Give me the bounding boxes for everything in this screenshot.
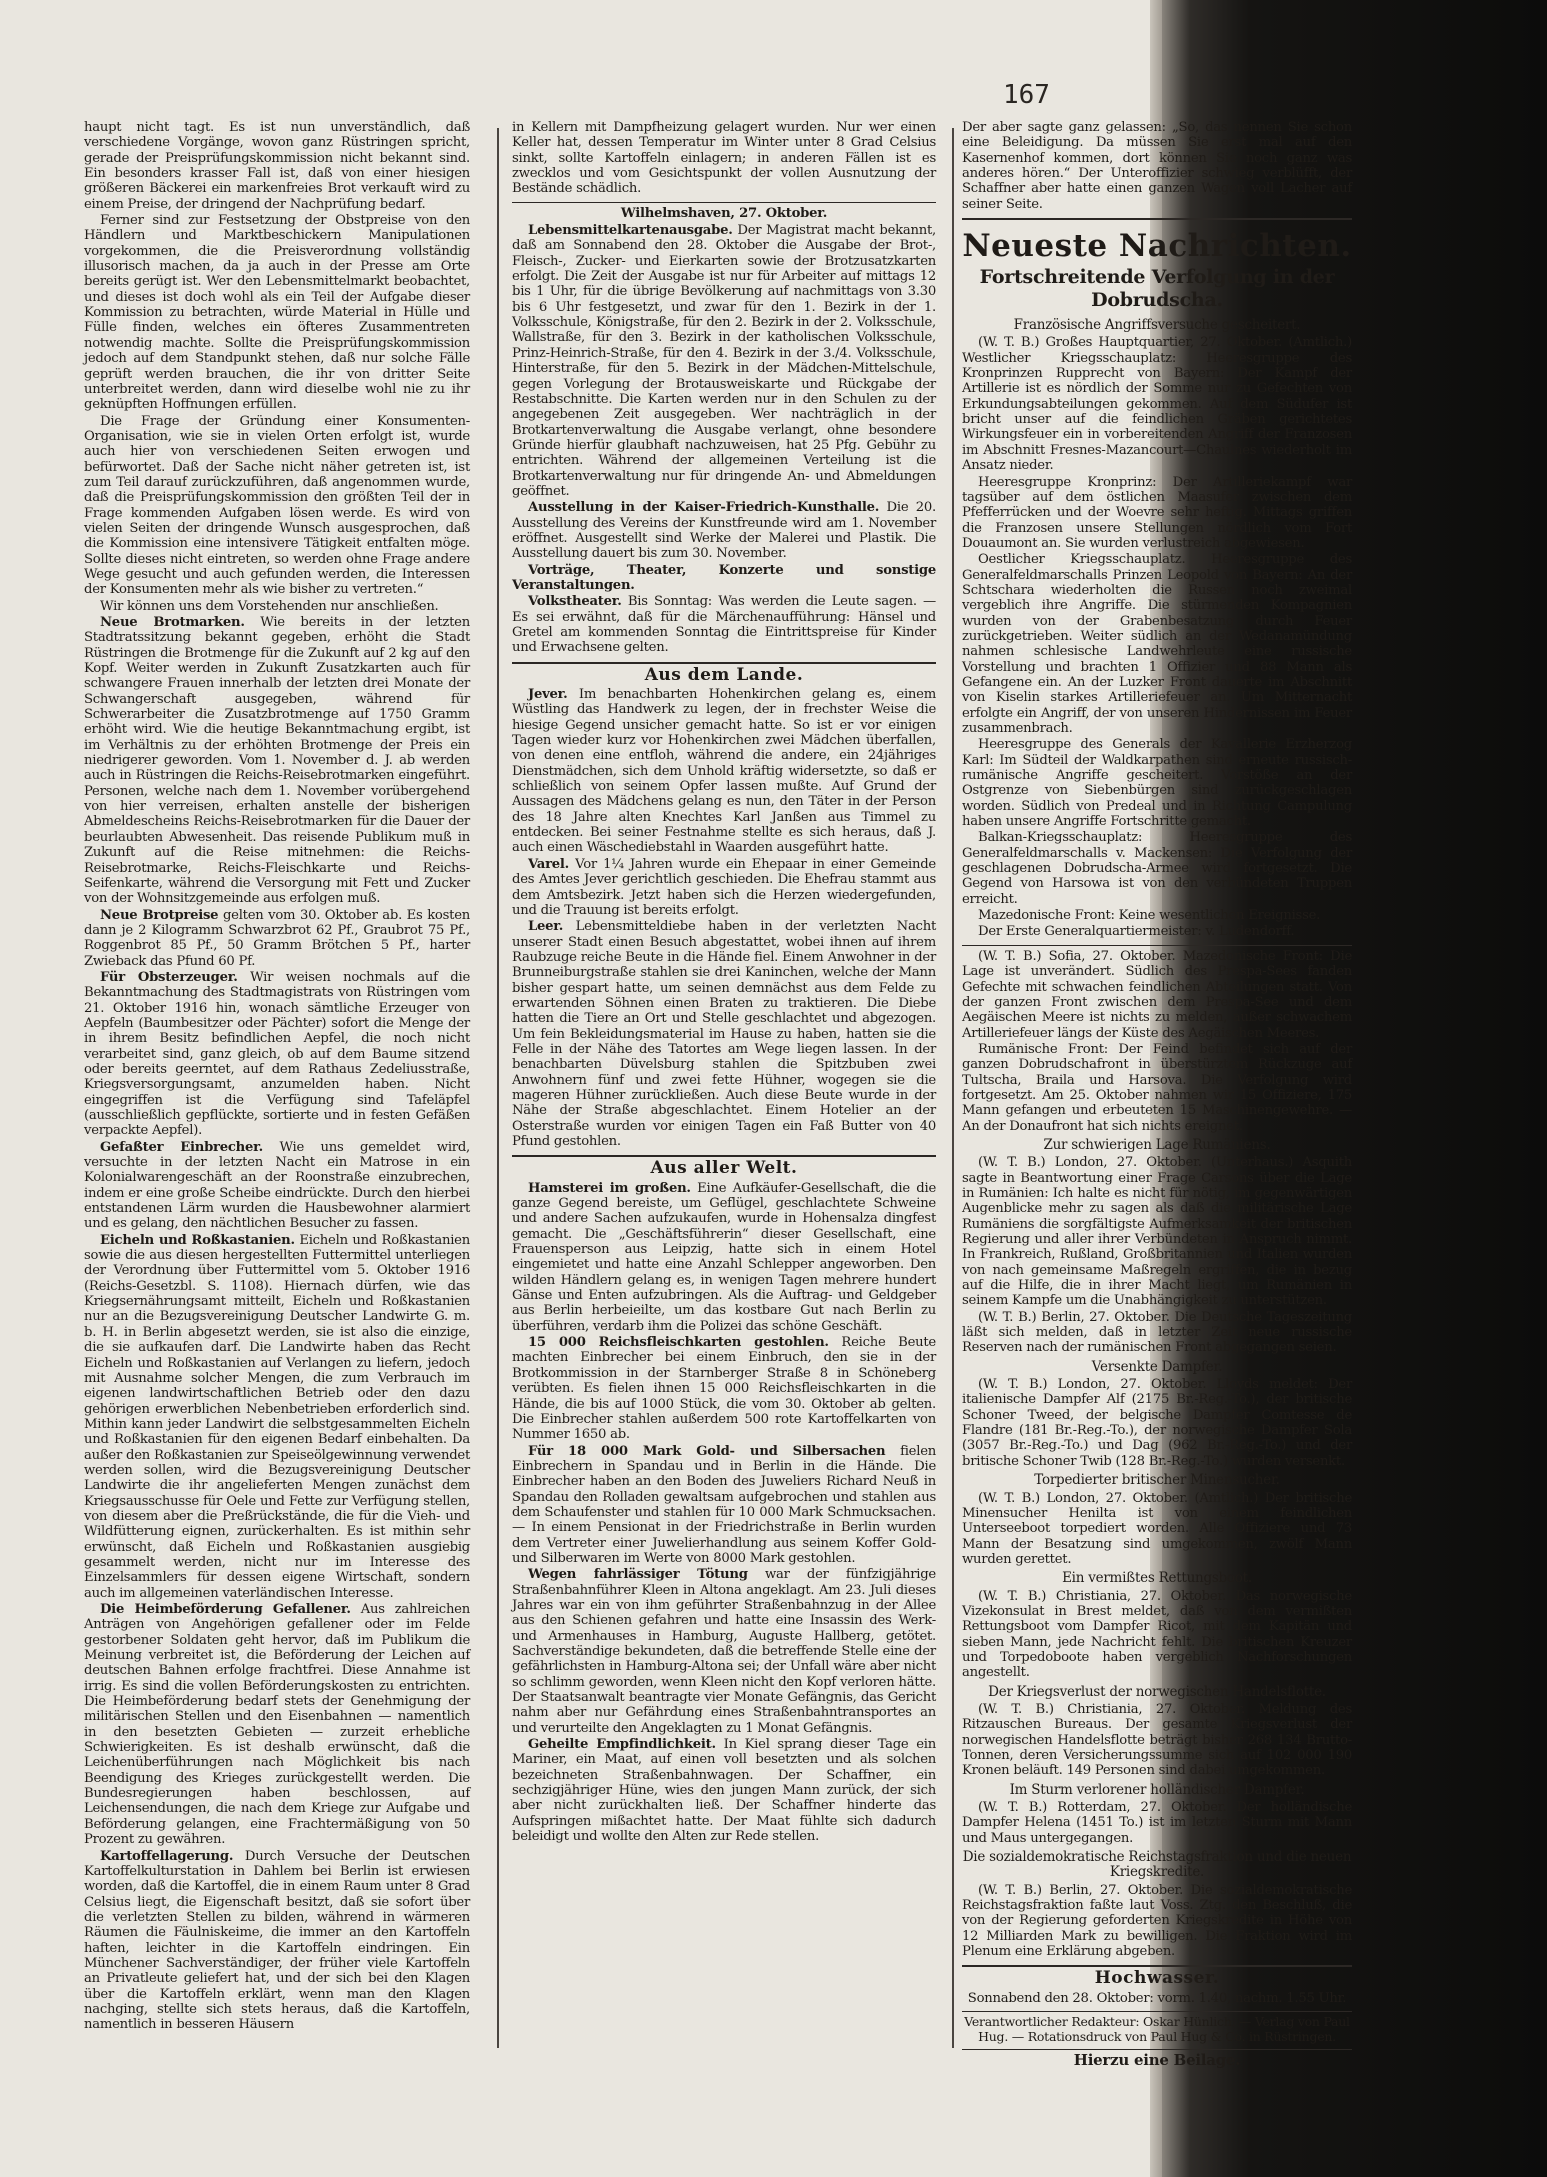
article-paragraph <box>512 563 936 594</box>
article-keyword: Die Heimbeförderung Gefallener. <box>100 1602 351 1617</box>
tide-heading: Hochwasser. <box>1094 1968 1220 1989</box>
article-keyword: Leer. <box>528 919 564 935</box>
page-number: 167 <box>1003 80 1050 110</box>
separator-rule <box>512 1155 936 1157</box>
article-paragraph <box>962 830 1352 907</box>
article-keyword: Varel. <box>528 856 570 872</box>
article-text: Eicheln und Roßkastanien sowie die aus diesen hergestellten Futtermittel unterliegen der Verordnung über Futtermittel vom 5. Oktober 1916 (Reichs-Gesetzbl. S. 1108). Hiernach dürfen, wie das Kriegsernährungsamt mitteilt, Eicheln und Roßkastanien nur an die Bezugsvereinigung Deutscher Landwirte G. m. b. H. in Berlin abgesetzt werden, sie ist also die einzige, die sie aufkaufen darf. Die Landwirte haben das Recht Eicheln und Roßkastanien auf Verlangen zu liefern, jedoch mit Ausnahme solcher Mengen, die zum Verbrauch im eigenen landwirtschaftlichen Betrieb oder den dazu gehörigen erwerblichen Nebenbetrieben erforderlich sind. Mithin kann jeder Landwirt die selbstgesammelten Eicheln und Roßkastanien für den eigenen Bedarf einbehalten. Da außer den Roßkastanien zur Speiseölgewinnung verwendet werden sollen, wird die Bezugsvereinigung Deutscher Landwirte die ihr angelieferten Mengen zunächst dem Kriegsausschusse für Oele und Fette zur Verfügung stellen, von diesem aber die Preßrückstände, die für die Vieh- und Wildfütterung eignen, zurückerhalten. Es ist mithin sehr erwünscht, daß Eicheln und Roßkastanien ausgiebig gesammelt werden, nicht nur im Interesse des Einzelsammlers für dessen eigene Wirtschaft, sondern auch im allgemeinen vaterländischen Interesse. <box>84 1232 470 1601</box>
article-keyword: 15 000 Reichsfleischkarten gestohlen. <box>528 1335 829 1351</box>
article-paragraph <box>84 213 470 412</box>
article-keyword: Ausstellung in der Kaiser-Friedrich-Kunsthalle. <box>528 500 880 516</box>
article-paragraph <box>84 970 470 1139</box>
article-text: In Kiel sprang dieser Tage ein Mariner, ein Maat, auf einen voll besetzten und als solchen bezeichneten Straßenbahnwagen. Der Schaffner, ein sechzigjähriger Hüne, wies den jungen Mann zurück, der sich aber nicht zurückhalten ließ. Der Schaffner hinderte das Aufspringen mißachtet hatte. Der Maat fühlte sich dadurch beleidigt und wollte den Alten zur Rede stellen. <box>512 1737 936 1845</box>
article-paragraph <box>84 1849 470 2033</box>
article-keyword: Kartoffellagerung. <box>100 1848 234 1864</box>
article-subheading: Versenkte Dampfer. <box>1091 1358 1223 1375</box>
article-text: Wie bereits in der letzten Stadtratssitzung bekannt gegeben, erhöht die Stadt Rüstringen die Brotmenge für die Zukunft auf 2 kg auf den Kopf. Weiter werden in Zukunft Zusatzkarten auch für schwangere Frauen innerhalb der letzten drei Monate der Schwangerschaft ausgegeben, während für Schwerarbeiter die Zusatzbrotmenge auf 1750 Gramm erhöht wird. Wie die heutige Bekanntmachung ergibt, ist im Verhältnis zu der erhöhten Brotmenge der Preis ein niedrigerer geworden. Vom 1. November d. J. ab werden auch in Rüstringen die Reichs-Reisebrotmarken eingeführt. Personen, welche nach dem 1. November vorübergehend von hier verreisen, erhalten anstelle der bisherigen Abmeldescheins Reichs-Reisebrotmarken für die Dauer der beurlaubten Abwesenheit. Das reisende Publikum muß in Zukunft auf die Reise mitnehmen: die Reichs-Reisebrotmarke, Reichs-Fleischkarte und Reichs-Seifenkarte, während die Versorgung mit Fett und Zucker von der Wohnsitzgemeinde aus erfolgen muß. <box>84 615 470 907</box>
article-paragraph <box>962 1883 1352 1960</box>
article-text: Die Frage der Gründung einer Konsumenten-Organisation, wie sie in vielen Orten erfolgt ist, wurde auch hier von verschiedenen Seiten erwogen und befürwortet. Daß der Sache nicht näher getreten ist, ist zum Teil darauf zurückzuführen, daß angenommen wurde, daß die Preisprüfungskommission den größten Teil der in Frage kommenden Aufgaben lösen werde. Es wird von vielen Seiten der dringende Wunsch ausgesprochen, daß die Kommission eine intensivere Tätigkeit entfalten möge. Sollte dieses nicht eintreten, so werden ohne Frage andere Wege gesucht und auch gefunden werden, die Interessen der Konsumenten mehr als wie bisher zu vertreten.“ <box>84 413 470 598</box>
article-text: (W. T. B.) Berlin, 27. Oktober. Die sozialdemokratische Reichstagsfraktion faßte laut Voss. Ztg. den Beschluß, die von der Regierung geforderten Kriegskredite in Höhe von 12 Milliarden Mark zu bewilligen. Die Fraktion wird im Plenum eine Erklärung abgeben. <box>962 1882 1352 1960</box>
article-text: Rumänische Front: Der Feind befindet sich auf der ganzen Dobrudschafront in überstürztem Rückzuge auf Tultscha, Braila und Harsova. Die Verfolgung wird fortgesetzt. Am 25. Oktober nahmen wir 15 Offiziere, 175 Mann gefangen und erbeuteten 15 Maschinengewehre. — An der Donaufront hat sich nichts ereignet. <box>962 1041 1352 1134</box>
article-paragraph <box>84 1602 470 1848</box>
tide-times: Sonnabend den 28. Oktober: vorm. 1.40, nachm. 1.55 Uhr. <box>967 1990 1347 2006</box>
article-keyword: Eicheln und Roßkastanien. <box>100 1232 295 1248</box>
article-paragraph <box>962 1377 1352 1469</box>
article-subheading: Französische Angriffsversuche gescheitert. <box>1013 317 1301 334</box>
article-text: (W. T. B.) London, 27. Oktober. (Amtlich.) Der britische Minensucher Henilta ist von einem feindlichen Unterseeboot torpediert worden. Alle Offiziere und 73 Mann der Besatzung sind umgekommen, zwölf Mann wurden gerettet. <box>962 1490 1352 1567</box>
article-paragraph <box>512 857 936 918</box>
article-paragraph <box>962 552 1352 736</box>
article-text: Ferner sind zur Festsetzung der Obstpreise von den Händlern und Marktbeschickern Manipulationen vorgekommen, die die Preisverordnung vollständig illusorisch machen, da ja auch in der Presse am Orte bereits gerügt ist. Wer den Lebensmittelmarkt beobachtet, und dieses ist doch wohl als ein Teil der Aufgabe dieser Kommission zu betrachten, würde Material in Hülle und Fülle finden, welches ein öfteres Zusammentreten notwendig machte. Sollte die Preisprüfungskommission jedoch auf dem Standpunkt stehen, daß nur solche Fälle geprüft werden brauchen, die ihr von dritter Seite unterbreitet werden, dann wird dieselbe wohl nie zu ihr geknüpften Hoffnungen erfüllen. <box>84 213 470 413</box>
article-text: Im benachbarten Hohenkirchen gelang es, einem Wüstling das Handwerk zu legen, der in frechster Weise die hiesige Gegend unsicher gemacht hatte. So ist er vor einigen Tagen wieder kurz vor Hohenkirchen zwei Mädchen überfallen, von denen eine entfloh, während die andere, ein 24jähriges Dienstmädchen, sich dem Unhold kräftig widersetzte, so daß er schließlich von seinem Opfer lassen mußte. Auf Grund der Aussagen des Mädchens gelang es nun, den Täter in der Person des 18 Jahre alten Knechtes Karl Janßen aus Timmel zu entdecken. Bei seiner Festnahme stellte es sich heraus, daß J. auch einen Wäschediebstahl in Waarden ausgeführt hatte. <box>512 687 936 856</box>
article-text: war der fünfzigjährige Straßenbahnführer Kleen in Altona angeklagt. Am 23. Juli dieses Jahres war ein von ihm geführter Straßenbahnzug in der Allee aus den Schienen gefahren und hatte eine Insassin des Werk- und Armenhauses in Hamburg, Auguste Hallberg, getötet. Sachverständige bekundeten, daß die betreffende Stelle eine der gefährlichsten in Hamburg-Altona sei; der Unfall wäre aber nicht so schlimm geworden, wenn Kleen nicht den Kopf verloren hätte. Der Staatsanwalt beantragte vier Monate Gefängnis, das Gericht nahm aber nur Gefährdung eines Straßenbahntransportes an und verurteilte den Angeklagten zu 1 Monat Gefängnis. <box>512 1567 936 1736</box>
column-3 <box>962 120 1352 2069</box>
imprint: Verantwortlicher Redakteur: Oskar Hünlich. — Verlag von Paul Hug. — Rotationsdruck von Paul Hug & Co. in Rüstringen. <box>964 2014 1350 2044</box>
article-text: Aus zahlreichen Anträgen von Angehörigen gefallener oder im Felde gestorbener Soldaten geht hervor, daß im Publikum die Meinung verbreitet ist, die Beförderung der Leichen auf deutschen Bahnen erfolge frachtfrei. Diese Annahme ist irrig. Es sind die vollen Beförderungskosten zu entrichten. Die Heimbeförderung bedarf stets der Genehmigung der militärischen Stellen und den Eisenbahnen — namentlich in den besetzten Gebieten — zurzeit erhebliche Schwierigkeiten. Es ist deshalb erwünscht, daß die Leichenüberführungen nach Möglichkeit bis nach Beendigung des Krieges zurückgestellt werden. Die Bundesregierungen haben beschlossen, auf Leichensendungen, die nach dem Kriege zur Aufgabe und Beförderung gelangen, eine Frachtermäßigung von 50 Prozent zu gewähren. <box>84 1602 470 1848</box>
section-heading: Aus dem Lande. <box>644 664 804 685</box>
article-text: in Kellern mit Dampfheizung gelagert wurden. Nur wer einen Keller hat, dessen Temperatur im Winter unter 8 Grad Celsius sinkt, sollte Kartoffeln einlagern; in anderen Fällen ist es zwecklos und vom Gesichtspunkt der vollen Ausnutzung der Bestände schädlich. <box>512 120 936 197</box>
separator-rule <box>962 2011 1352 2012</box>
article-text: Vor 1¼ Jahren wurde ein Ehepaar in einer Gemeinde des Amtes Jever gerichtlich geschieden. Die Ehefrau stammt aus dem Amtsbezirk. Jetzt haben sich die Herzen wiedergefunden, und die Trauung ist bereits erfolgt. <box>512 856 936 918</box>
article-subheading: Ein vermißtes Rettungsboot. <box>1062 1570 1252 1587</box>
article-keyword: Volkstheater. <box>528 594 622 610</box>
separator-rule <box>962 1965 1352 1967</box>
article-paragraph <box>512 1444 936 1567</box>
article-keyword: Lebensmittelkartenausgabe. <box>528 223 733 239</box>
article-paragraph <box>962 335 1352 473</box>
article-text: Heeresgruppe Kronprinz: Der Artilleriekampf war tagsüber auf dem östlichen Maasufer zwischen dem Pfefferrücken und der Woevre sehr heftig. Mittags griffen die Franzosen unsere Stellungen nördlich vom Fort Douaumont an. Sie wurden verlustreich abgewiesen. <box>962 474 1352 551</box>
article-paragraph <box>512 1181 936 1334</box>
article-text: Lebensmitteldiebe haben in der verletzten Nacht unserer Stadt einen Besuch abgestattet, wobei ihnen auf ihrem Raubzuge reiche Beute in die Hände fiel. Einem Anwohner in der Brunneiburgstraße stahlen sie drei Kaninchen, welche der Mann bisher gespart hatte, um seinen demnächst aus dem Felde zu erwartenden Söhnen einen Braten zu traktieren. Die Diebe hatten die Tiere an Ort und Stelle geschlachtet und abgezogen. Um fein Bekleidungsmaterial im Hause zu haben, hatten sie die Felle in der Nähe des Tatortes am Wege liegen lassen. In der benachbarten Düvelsburg stahlen die Spitzbuben zwei Anwohnern fünf und zwei fette Hühner, wogegen sie die mageren Hühner zurückließen. Auch diese Beute wurde in der Nähe der Straße abgeschlachtet. Einem Hotelier an der Osterstraße wurden vor einigen Tagen ein Faß Butter von 40 Pfund gestohlen. <box>512 919 936 1149</box>
article-keyword: Gefaßter Einbrecher. <box>100 1139 263 1155</box>
article-text: Durch Versuche der Deutschen Kartoffelkulturstation in Dahlem bei Berlin ist erwiesen worden, daß die Kartoffel, die in einem Raum unter 8 Grad Celsius liegt, die Eigenschaft besitzt, daß sie sofort über die verletzten Stellen zu bilden, während in wärmeren Räumen die Fäulniskeime, die immer an den Kartoffeln haften, leichter in die Kartoffeln eindringen. Ein Münchener Sachverständiger, der früher viele Kartoffeln an Privatleute geliefert hat, und der sich bei den Klagen über die Kartoffeln erklärt, wenn man den Klagen nachging, stellte sich stets heraus, daß die Kartoffeln, namentlich in besseren Häusern <box>84 1848 470 2033</box>
separator-rule <box>512 202 936 203</box>
article-text: gelten vom 30. Oktober ab. Es kosten dann je 2 Kilogramm Schwarzbrot 62 Pf., Graubrot 75 Pf., Roggenbrot 85 Pf., 50 Gramm Brötchen 5 Pf., harter Zwieback das Pfund 60 Pf. <box>84 907 470 969</box>
article-text: Wir können uns dem Vorstehenden nur anschließen. <box>100 598 439 614</box>
separator-rule <box>962 945 1352 946</box>
article-text: Bis Sonntag: Was werden die Leute sagen. — Es sei erwähnt, daß für die Märchenaufführung: Hänsel und Gretel am kommenden Sonntag die Eintrittspreise für Kinder und Erwachsene gelten. <box>512 594 936 656</box>
article-text: Wie uns gemeldet wird, versuchte in der letzten Nacht ein Matrose in ein Kolonialwarengeschäft an der Roonstraße einzubrechen, indem er eine große Scheibe eindrückte. Durch den hierbei entstandenen Lärm wurden die Hausbewohner alarmiert und es gelang, den nächtlichen Besucher zu fassen. <box>84 1139 470 1232</box>
article-keyword: Vorträge, Theater, Konzerte und sonstige Veranstaltungen. <box>512 562 936 593</box>
article-paragraph <box>84 615 470 907</box>
article-paragraph <box>84 908 470 969</box>
article-keyword: Jever. <box>528 687 568 703</box>
article-paragraph <box>962 949 1352 1041</box>
article-text: (W. T. B.) Berlin, 27. Oktober. Die Deutsche Tageszeitung läßt sich melden, daß in letzter Zeit neue russische Reserven nach der rumänischen Front abgegangen seien. <box>962 1309 1352 1356</box>
article-paragraph <box>962 908 1352 923</box>
separator-rule <box>512 662 936 664</box>
article-paragraph <box>84 414 470 598</box>
article-keyword: Für 18 000 Mark Gold- und Silbersachen <box>528 1443 886 1459</box>
article-paragraph <box>962 1042 1352 1134</box>
article-keyword: Hamsterei im großen. <box>528 1180 691 1196</box>
article-text: fielen Einbrechern in Spandau und in Berlin in die Hände. Die Einbrecher haben an den Boden des Juweliers Richard Neuß in Spandau den Rolladen gewaltsam aufgebrochen und stahlen aus dem Schaufenster und stahlen für 10 000 Mark Schmucksachen. — In einem Pensionat in der Friedrichstraße in Berlin wurden dem Vertreter einer Juwelierhandlung aus seinem Koffer Gold- und Silberwaren im Werte von 8000 Mark gestohlen. <box>512 1443 936 1566</box>
article-text: (W. T. B.) Sofia, 27. Oktober. Mazedonische Front: Die Lage ist unverändert. Südlich des Prespa-Sees fanden Gefechte mit schwachen feindlichen Abteilungen statt. Von der ganzen Front zwischen dem Prespa-See und dem Aegäischen Meere ist nichts zu melden, außer schwachem Artilleriefeuer längs der Küste des Aegäischen Meeres. <box>962 948 1352 1041</box>
separator-rule <box>962 218 1352 220</box>
article-keyword: Wegen fahrlässiger Tötung <box>528 1567 748 1583</box>
article-paragraph <box>512 919 936 1149</box>
article-text: (W. T. B.) Christiania, 27. Oktober. Das norwegische Vizekonsulat in Brest meldet, daß von dem vermißten Rettungsboot vom Dampfer Ricot, mit dem Kapitän und sieben Mann, jede Nachricht fehlt. Die britischen Kreuzer und Torpedoboote haben vergeblich Nachforschungen angestellt. <box>962 1588 1352 1681</box>
dateline: Wilhelmshaven, 27. Oktober. <box>620 205 828 221</box>
article-paragraph <box>512 594 936 655</box>
article-text: Heeresgruppe des Generals der Kavallerie Erzherzog Karl: Im Südteil der Waldkarpathen sind erneute russisch-rumänische Angriffe gescheitert. Vorstöße an der Ostgrenze von Siebenbürgen sind zurückgeschlagen worden. Südlich von Predeal und in Richtung Campulung haben unsere Angriffe Fortschritte gemacht. <box>962 737 1352 830</box>
article-text: Reiche Beute machten Einbrecher bei einem Einbruch, den sie in der Brotkommission in der Starnberger Straße 8 in Schöneberg verübten. Es fielen ihnen 15 000 Reichsfleischkarten in die Hände, die bis auf 1000 Stück, die vom 30. Oktober ab gelten. Die Einbrecher stahlen außerdem 500 rote Kartoffelkarten von Nummer 1650 ab. <box>512 1335 936 1443</box>
article-paragraph <box>962 1310 1352 1356</box>
article-paragraph <box>962 1491 1352 1568</box>
article-paragraph <box>962 1589 1352 1681</box>
article-text: Mazedonische Front: Keine wesentlichen Ereignisse. <box>978 908 1321 924</box>
article-keyword: Für Obsterzeuger. <box>100 969 238 985</box>
article-paragraph <box>512 1737 936 1844</box>
article-paragraph <box>84 120 470 212</box>
column-1 <box>84 120 470 2034</box>
article-text: Der Erste Generalquartiermeister: v. Ludendorff. <box>978 924 1295 940</box>
main-headline: Neueste Nachrichten. <box>962 228 1352 265</box>
article-paragraph <box>512 500 936 561</box>
article-paragraph <box>962 1155 1352 1308</box>
article-keyword: Neue Brotpreise <box>100 907 219 923</box>
separator-rule <box>962 2049 1352 2050</box>
article-text: Der Magistrat macht bekannt, daß am Sonnabend den 28. Oktober die Ausgabe der Brot-, Fleisch-, Zucker- und Eierkarten sowie der Brotzusatzkarten erfolgt. Die Zeit der Ausgabe ist nur für Arbeiter auf mittags 12 bis 1 Uhr, für die übrige Bevölkerung auf nachmittags von 3.30 bis 6 Uhr festgesetzt, und zwar für den 1. Bezirk in der 1. Volksschule, Königstraße, für den 2. Bezirk in der 2. Volksschule, Wallstraße, für den 3. Bezirk in der katholischen Volksschule, Prinz-Heinrich-Straße, für den 4. Bezirk in der 3./4. Volksschule, Hinterstraße, für den 5. Bezirk in der Mädchen-Mittelschule, gegen Vorlegung der Brotausweiskarte und Rückgabe der Restabschnitte. Die Karten werden nur in den Schulen zu der angegebenen Zeit ausgegeben. Wer nachträglich in der Brotkartenverwaltung die Ausgabe verlangt, ohne besondere Gründe hierfür glaubhaft nachzuweisen, hat 25 Pfg. Gebühr zu entrichten. Während der allgemeinen Verteilung ist die Brotkartenverwaltung nur für dringende An- und Abmeldungen geöffnet. <box>512 223 936 499</box>
section-heading: Aus aller Welt. <box>650 1158 798 1179</box>
article-keyword: Neue Brotmarken. <box>100 615 245 630</box>
article-paragraph <box>962 120 1352 212</box>
article-paragraph <box>84 599 470 614</box>
column-rule-2 <box>952 128 954 2048</box>
article-subheading: Die sozialdemokratische Reichstagsfraktion und die neuen Kriegskredite. <box>962 1849 1352 1881</box>
article-subheading: Der Kriegsverlust der norwegischen Handelsflotte. <box>988 1683 1326 1700</box>
article-paragraph <box>962 924 1352 939</box>
article-paragraph <box>962 737 1352 829</box>
article-text: (W. T. B.) Großes Hauptquartier, 27. Oktober. (Amtlich.) Westlicher Kriegsschauplatz: Heeresgruppe des Kronprinzen Rupprecht von Bayern: Der Kampf der Artillerie ist es nördlich der Somme nur zu Gefechten von Erkundungsabteilungen gekommen. Auf dem Südufer ist bricht unser auf die feindlichen Gräben gerichtetes Wirkungsfeuer ein in vorbereitenden Angriff der Franzosen im Abschnitt Fresnes-Mazancourt—Chaulnes wiederholt im Ansatz nieder. <box>962 335 1352 474</box>
article-text: haupt nicht tagt. Es ist nun unverständlich, daß verschiedene Vorgänge, wovon ganz Rüstringen spricht, gerade der Preisprüfungskommission nicht bekannt sind. Ein besonders krasser Fall ist, daß von einer hiesigen größeren Bäckerei ein markenfreies Brot verkauft wird zu einem Preise, der dringend der Nachprüfung bedarf. <box>84 120 470 212</box>
article-keyword: Geheilte Empfindlichkeit. <box>528 1737 716 1753</box>
article-subheading: Torpedierter britischer Minensucher. <box>1034 1472 1280 1489</box>
article-paragraph <box>84 1140 470 1232</box>
article-text: (W. T. B.) London, 27. Oktober. Lloyds meldet: Der italienische Dampfer Alf (2175 Br.-Reg.-To.), der britische Schoner Tweed, der belgische Dampfer Comtesse de Flandre (181 Br.-Reg.-To.), der norwegische Dampfer Sola (3057 Br.-Reg.-To.) und Dag (962 Br.-Reg.-To.) und der britische Schoner Twib (128 Br.-Reg.-To.) wurden versenkt. <box>962 1377 1352 1469</box>
article-text: Der aber sagte ganz gelassen: „So, das nennen Sie schon eine Beleidigung. Da müssen Sie erst mal auf den Kasernenhof kommen, dort können Sie noch ganz was anderes hören.“ Der Unteroffizier schwieg verblüfft, der Schaffner aber hatte einen ganzen Wagen voll Lacher auf seiner Seite. <box>962 120 1352 212</box>
article-subheading: Im Sturm verlorener holländischer Dampfer. <box>1009 1781 1305 1798</box>
article-text: (W. T. B.) Rotterdam, 27. Oktober. Der holländische Dampfer Helena (1451 To.) ist im letzten Sturm mit Mann und Maus untergegangen. <box>962 1800 1352 1846</box>
article-text: Wir weisen nochmals auf die Bekanntmachung des Stadtmagistrats von Rüstringen vom 21. Oktober 1916 hin, wonach sämtliche Erzeuger von Aepfeln (Baumbesitzer oder Pächter) sofort die Menge der in ihrem Besitz befindlichen Aepfel, die noch nicht verarbeitet sind, ganz gleich, ob auf dem Baume sitzend oder bereits geerntet, auf dem Rathaus Zedeliusstraße, Kriegsversorgungsamt, anzumelden haben. Nicht eingegriffen ist die Verfügung sind Tafeläpfel (ausschließlich gepflückte, sortierte und in festen Gefäßen verpackte Aepfel). <box>84 969 470 1139</box>
article-paragraph <box>512 1567 936 1736</box>
sub-headline: Fortschreitende Verfolgung in der Dobrudscha. <box>979 266 1335 312</box>
article-text: Eine Aufkäufer-Gesellschaft, die die ganze Gegend bereiste, um Geflügel, geschlachtete Schweine und andere Sachen aufzukaufen, wurde in Hohensalza dingfest gemacht. Die „Geschäftsführerin“ dieser Gesellschaft, eine Frauensperson aus Leipzig, hatte sich in einem Hotel eingemietet und hatte eine Anzahl Schlepper angeworben. Den wilden Händlern gelang es, in wenigen Tagen mehrere hundert Gänse und Enten aufzubringen. Als die Auftrag- und Geldgeber aus Berlin herbeieilte, um das kostbare Gut nach Berlin zu überführen, verdarb ihm die Polizei das schöne Geschäft. <box>512 1180 936 1334</box>
article-paragraph <box>962 1702 1352 1779</box>
article-paragraph <box>962 1800 1352 1846</box>
article-text: (W. T. B.) Christiania, 27. Oktober. Meldung des Ritzauschen Bureaus. Der gesamte Kriegsverlust der norwegischen Handelsflotte beträgt bisher 268 134 Brutto-Tonnen, deren Versicherungssumme sich auf 102 000 190 Kronen beläuft. 149 Personen sind dabei umgekommen. <box>962 1701 1352 1779</box>
article-text: Balkan-Kriegsschauplatz: Heeresgruppe des Generalfeldmarschalls v. Mackensen: Die Verfolgung der geschlagenen Dobrudscha-Armee wird fortgesetzt. Die Gegend von Harsowa ist von den verbündeten Truppen erreicht. <box>962 830 1352 907</box>
article-subheading: Zur schwierigen Lage Rumäniens. <box>1043 1136 1271 1153</box>
article-text: Die 20. Ausstellung des Vereins der Kunstfreunde wird am 1. November eröffnet. Ausgestellt sind Werke der Malerei und Plastik. Die Ausstellung dauert bis zum 30. November. <box>512 500 936 562</box>
article-paragraph <box>512 687 936 856</box>
article-paragraph <box>512 223 936 499</box>
article-paragraph <box>512 120 936 197</box>
supplement-note: Hierzu eine Beilage. <box>1073 2051 1241 2070</box>
article-paragraph <box>512 1335 936 1442</box>
column-rule-1 <box>497 128 499 2048</box>
column-2 <box>512 120 936 1845</box>
article-text: Oestlicher Kriegsschauplatz. Heeresgruppe des Generalfeldmarschalls Prinzen Leopold von Bayern: An der Schtschara wiederholten die Russen noch zweimal vergeblich ihre Angriffe. Die stürmenden Kompagnien wurden von der Grabenbesatzung durch Feuer zurückgetrieben. Weiter südlich an der Wedanamündung nahmen schlesische Landwehrleute eine russische Vorstellung und brachten 1 Offizier und 88 Mann als Gefangene ein. An der Luzker Front dauerte im Abschnitt von Kiselin starkes Artilleriefeuer an. Um Mitternacht erfolgte ein Angriff, der von unseren Hindernissen im Feuer zusammenbrach. <box>962 552 1352 736</box>
article-text: (W. T. B.) London, 27. Oktober. (Unterhaus.) Asquith sagte in Beantwortung einer Frage Carsons über die Lage in Rumänien: Ich halte es nicht für nötig, im gegenwärtigen Augenblicke mehr zu sagen als daß die militärische Lage Rumäniens die sorgfältigste Aufmerksamkeit der britischen Regierung und aller ihrer Verbündeten in Anspruch nimmt. In Frankreich, Rußland, Großbritannien und Italien wurden von nach gemeinsame Maßregeln ergriffen, die in bezug auf die Hilfe, die in ihrer Macht liegt, um Rumänien in seinem Kampfe um die Unabhängigkeit zu unterstützen. <box>962 1155 1352 1309</box>
article-paragraph <box>84 1233 470 1601</box>
article-paragraph <box>962 475 1352 552</box>
